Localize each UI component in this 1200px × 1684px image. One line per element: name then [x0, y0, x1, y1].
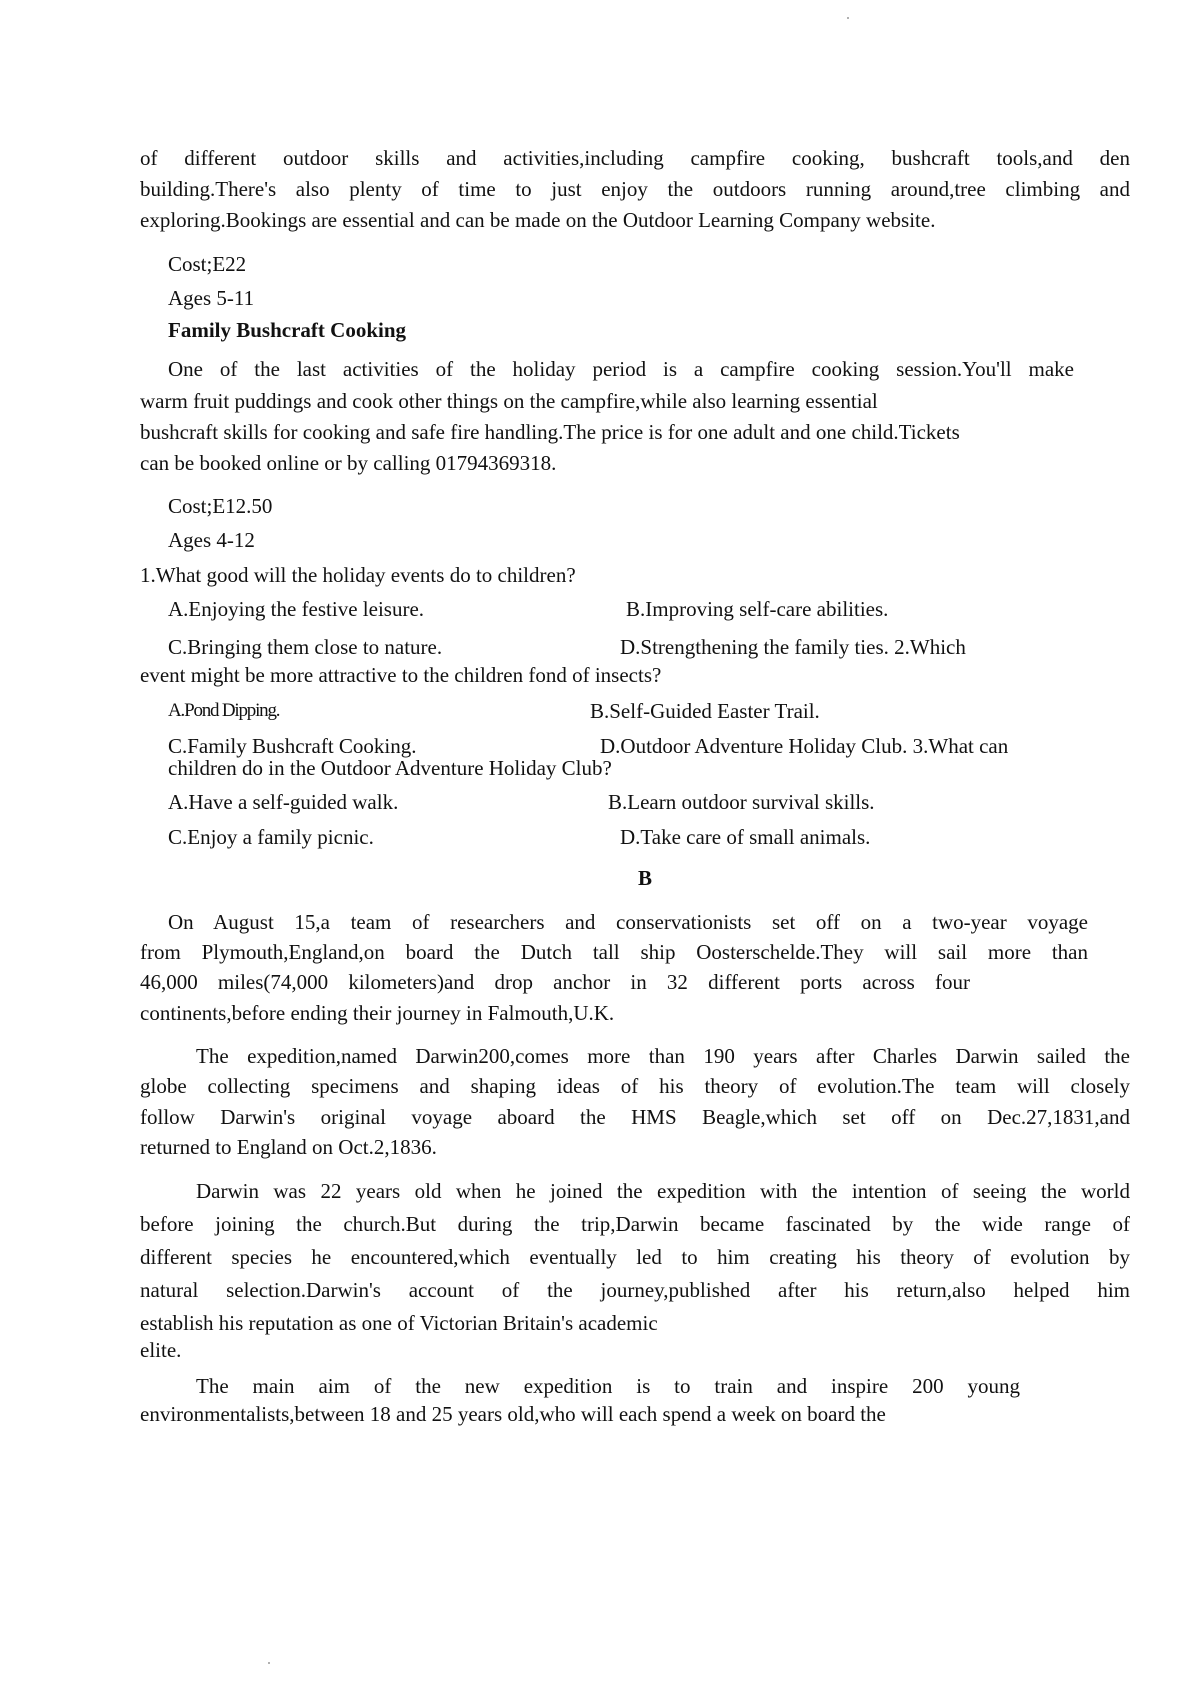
event-ages: Ages 5-11 — [168, 286, 255, 310]
answer-option: C.Family Bushcraft Cooking. — [168, 734, 417, 758]
scan-speck — [847, 17, 849, 19]
body-text-line: The main aim of the new expedition is to train and inspire 200 young — [196, 1374, 1020, 1398]
question-text: 1.What good will the holiday events do to children? — [140, 563, 576, 587]
body-text-line: bushcraft skills for cooking and safe fire handling.The price is for one adult and one child.Tickets — [140, 420, 960, 444]
answer-option: B.Self-Guided Easter Trail. — [590, 699, 820, 723]
scan-speck — [268, 1662, 270, 1664]
body-text-line: The expedition,named Darwin200,comes more than 190 years after Charles Darwin sailed the — [196, 1044, 1130, 1068]
event-title: Family Bushcraft Cooking — [168, 318, 407, 342]
body-text-line: One of the last activities of the holiday period is a campfire cooking session.You'll make — [168, 357, 1074, 381]
answer-option: D.Take care of small animals. — [620, 825, 871, 849]
body-text-line: natural selection.Darwin's account of the journey,published after his return,also helped him — [140, 1278, 1130, 1302]
body-text-line: exploring.Bookings are essential and can be made on the Outdoor Learning Company website. — [140, 208, 936, 232]
body-text-line: Darwin was 22 years old when he joined the expedition with the intention of seeing the world — [196, 1179, 1130, 1203]
body-text-line: can be booked online or by calling 01794369318. — [140, 451, 557, 475]
body-text-line: environmentalists,between 18 and 25 years old,who will each spend a week on board the — [140, 1402, 886, 1426]
answer-option: A.Enjoying the festive leisure. — [168, 597, 425, 621]
answer-option: B.Learn outdoor survival skills. — [608, 790, 875, 814]
answer-option: B.Improving self-care abilities. — [626, 597, 889, 621]
body-text-line: before joining the church.But during the trip,Darwin became fascinated by the wide range of — [140, 1212, 1130, 1236]
section-heading: B — [638, 866, 653, 890]
body-text-line: 46,000 miles(74,000 kilometers)and drop anchor in 32 different ports across four — [140, 970, 970, 994]
question-text: event might be more attractive to the children fond of insects? — [140, 663, 662, 687]
body-text-line: continents,before ending their journey in Falmouth,U.K. — [140, 1001, 615, 1025]
body-text-line: follow Darwin's original voyage aboard the HMS Beagle,which set off on Dec.27,1831,and — [140, 1105, 1130, 1129]
event-ages: Ages 4-12 — [168, 528, 255, 552]
body-text-line: returned to England on Oct.2,1836. — [140, 1135, 437, 1159]
answer-option: A.Pond Dipping. — [168, 700, 280, 721]
body-text-line: of different outdoor skills and activities,including campfire cooking, bushcraft tools,and den — [140, 146, 1130, 170]
body-text-line: from Plymouth,England,on board the Dutch tall ship Oosterschelde.They will sail more than — [140, 940, 1088, 964]
event-cost: Cost;E12.50 — [168, 494, 273, 518]
body-text-line: establish his reputation as one of Victorian Britain's academic — [140, 1311, 658, 1335]
answer-option: C.Bringing them close to nature. — [168, 635, 443, 659]
body-text-line: different species he encountered,which eventually led to him creating his theory of evolution by — [140, 1245, 1130, 1269]
body-text-line: warm fruit puddings and cook other things on the campfire,while also learning essential — [140, 389, 878, 413]
body-text-line: elite. — [140, 1338, 182, 1362]
answer-option: D.Strengthening the family ties. 2.Which — [620, 635, 966, 659]
answer-option: A.Have a self-guided walk. — [168, 790, 399, 814]
question-text: children do in the Outdoor Adventure Holiday Club? — [168, 756, 612, 780]
body-text-line: globe collecting specimens and shaping ideas of his theory of evolution.The team will closely — [140, 1074, 1130, 1098]
answer-option: C.Enjoy a family picnic. — [168, 825, 374, 849]
answer-option: D.Outdoor Adventure Holiday Club. 3.What can — [600, 734, 1009, 758]
body-text-line: On August 15,a team of researchers and conservationists set off on a two-year voyage — [168, 910, 1088, 934]
body-text-line: building.There's also plenty of time to just enjoy the outdoors running around,tree climbing and — [140, 177, 1130, 201]
event-cost: Cost;E22 — [168, 252, 247, 276]
